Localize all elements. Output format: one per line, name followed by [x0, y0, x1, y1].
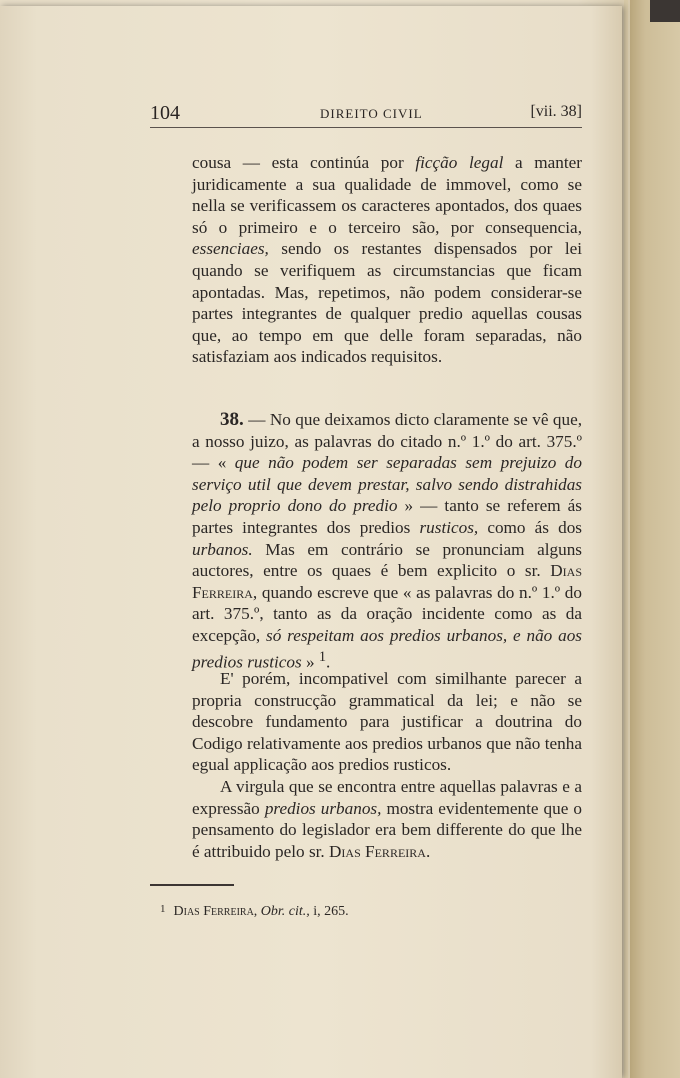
page-number: 104: [150, 102, 180, 124]
text-run: »: [301, 652, 319, 672]
author-name: Dias Ferreira: [192, 561, 582, 602]
footnote: [160, 903, 580, 920]
text-run: Mas em contrário se pronunciam alguns auctores, entre os quaes é bem explicito o sr.: [192, 539, 582, 581]
paragraph-number: 38.: [220, 409, 244, 430]
background-strip: [650, 0, 680, 22]
text-run: a manter juridicamente a sua qualidade de immovel, como se nella se verificassem os caracteres apontados, dos quaes só o primeiro e o terceiro são, por consequencia,: [192, 153, 582, 237]
text-run: mostra evidentemente que o pensamento do legislador era bem differente do que lhe é attribuido pelo sr.: [192, 798, 582, 861]
footnote-rule: [150, 884, 234, 886]
page-header: [150, 102, 582, 124]
text-run: , quando escreve que « as palavras do n.º 1.º do art. 375.º, tanto as da oração incidente como as da excepção,: [192, 582, 582, 645]
footnote-work: Obr. cit.,: [257, 904, 310, 919]
section-marker: [vii. 38]: [530, 103, 582, 120]
footnote-ref: i, 265.: [309, 904, 349, 919]
text-run: .: [326, 652, 331, 672]
text-run-italic: ficção legal: [415, 153, 504, 172]
footnote-reference: 1: [318, 648, 327, 665]
text-run: E' porém, incompativel com similhante parecer a propria construcção grammatical da lei; e não se descobre fundamento para justificar a doutrina do Codigo relativamente aos predios urbanos que não tenha egual applicação aos predios rusticos.: [192, 669, 582, 775]
paragraph-1: [192, 152, 582, 368]
page-edge-stack: [630, 0, 680, 1078]
text-run: A virgula que se encontra entre aquellas palavras e a expressão: [192, 777, 582, 818]
page-edge: [624, 0, 628, 1078]
text-run-italic: que não podem ser separadas sem prejuizo do serviço util que devem prestar, salvo sendo distrahidas pelo proprio dono do predio: [192, 453, 582, 516]
footnote-mark: 1: [160, 903, 166, 915]
author-name: Dias Ferreira: [329, 841, 426, 861]
text-run-italic: rusticos,: [419, 517, 479, 537]
text-run: como ás dos: [478, 517, 582, 537]
text-run-italic: só respeitam aos predios urbanos, e não aos predios rusticos: [192, 625, 582, 672]
text-run: cousa — esta continúa por: [192, 153, 416, 172]
text-run: — No que deixamos dicto claramente se vê que, a nosso juizo, as palavras do citado n.º 1.º do art. 375.º — «: [192, 410, 582, 473]
text-run-italic: predios urbanos,: [264, 798, 382, 818]
header-rule: [150, 127, 582, 128]
paragraph-2: [192, 409, 582, 673]
paragraph-3: [192, 668, 582, 776]
running-title: DIREITO CIVIL: [320, 106, 423, 121]
text-run: .: [425, 841, 431, 861]
text-run-italic: urbanos.: [192, 539, 253, 559]
text-run-italic: essenciaes,: [192, 239, 269, 259]
text-run: sendo os restantes dispensados por lei quando se verifiquem as circumstancias que ficam apontadas. Mas, repetimos, não podem considerar-se partes integrantes de qualquer predio aquellas cousas que, ao tempo em que delle foram separadas, não satisfaziam aos indicados requisitos.: [192, 239, 582, 367]
paragraph-4: [192, 776, 582, 862]
footnote-author: Dias Ferreira,: [173, 904, 258, 919]
text-run: » — tanto se referem ás partes integrantes dos predios: [192, 496, 582, 537]
